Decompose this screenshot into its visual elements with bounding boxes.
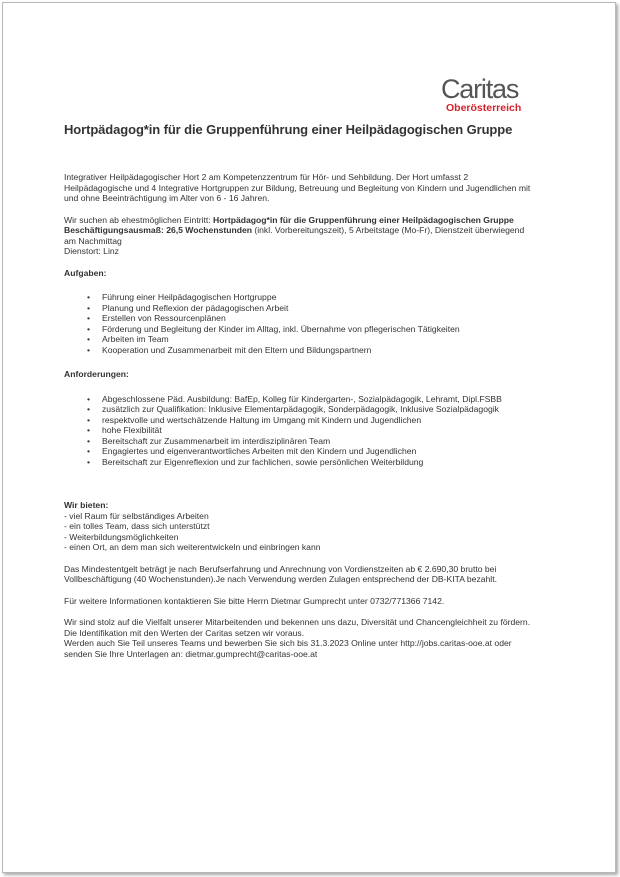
list-item: • Erstellen von Ressourcenplänen xyxy=(64,313,534,324)
list-item: • Engagiertes und eigenverantwortliches Arbeiten mit den Kindern und Jugendlichen xyxy=(64,446,534,457)
location-line: Dienstort: Linz xyxy=(64,246,119,256)
logo-wordmark: Caritas xyxy=(441,74,519,104)
tasks-list xyxy=(64,292,534,355)
requirements-heading: Anforderungen: xyxy=(64,369,129,379)
list-item: • Förderung und Begleitung der Kinder im Alltag, inkl. Übernahme von pflegerischen Tätigkeiten xyxy=(64,324,534,335)
document-page xyxy=(2,2,616,873)
list-item: • Arbeiten im Team xyxy=(64,334,534,345)
offer-item: - viel Raum für selbständiges Arbeiten xyxy=(64,510,209,521)
logo-region: Oberösterreich xyxy=(446,102,522,114)
hours-line xyxy=(64,225,534,246)
contact-paragraph: Für weitere Informationen kontaktieren Sie bitte Herrn Dietmar Gumprecht unter 0732/771366 7142. xyxy=(64,595,445,606)
intro-paragraph: Integrativer Heilpädagogischer Hort 2 am Kompetenzzentrum für Hör- und Sehbildung. Der Hort umfasst 2 Heilpädagogische und 4 Integrative Hortgruppen zur Bildung, Betreuung und Begleitung von Kindern und Jugendlichen mit und ohne Beeinträchtigung im Alter von 6 - 16 Jahren. xyxy=(64,172,531,203)
search-prefix: Wir suchen ab ehestmöglichen Eintritt: xyxy=(64,214,214,225)
tasks-heading: Aufgaben: xyxy=(64,267,107,278)
offer-item: - ein tolles Team, dass sich unterstützt xyxy=(64,521,210,531)
list-item: • Kooperation und Zusammenarbeit mit den Eltern und Bildungspartnern xyxy=(64,345,534,356)
offer-item: - Weiterbildungsmöglichkeiten xyxy=(64,531,179,542)
offer-heading: Wir bieten: xyxy=(64,500,109,510)
list-item: • Führung einer Heilpädagogischen Hortgruppe xyxy=(64,292,534,303)
hours-detail: (inkl. Vorbereitungszeit), 5 Arbeitstage (Mo-Fr), Dienstzeit überwiegend am Nachmittag xyxy=(64,225,525,246)
apply-paragraph: Werden auch Sie Teil unseres Teams und bewerben Sie sich bis 31.3.2023 Online unter http://jobs.caritas-ooe.at oder senden Sie Ihre Unterlagen an: dietmar.gumprecht@caritas-ooe.at xyxy=(64,638,512,659)
diversity-paragraph: Wir sind stolz auf die Vielfalt unserer Mitarbeitenden und bekennen uns dazu, Diversität und Chancengleichheit zu fördern. Die Identifikation mit den Werten der Caritas setzen wir voraus. xyxy=(64,617,531,638)
offer-item: - einen Ort, an dem man sich weiterentwickeln und einbringen kann xyxy=(64,542,321,552)
job-title: Hortpädagog*in für die Gruppenführung einer Heilpädagogischen Gruppe xyxy=(64,122,513,137)
salary-paragraph: Das Mindestentgelt beträgt je nach Berufserfahrung und Anrechnung von Vordienstzeiten ab € 2.690,30 brutto bei Vollbeschäftigung (40 Wochenstunden).Je nach Verwendung werden Zulagen entsprechend der DB-KITA bezahlt. xyxy=(64,563,497,584)
hours-bold: Beschäftigungsausmaß: 26,5 Wochenstunden xyxy=(64,225,252,235)
document-body xyxy=(64,122,534,659)
list-item: • zusätzlich zur Qualifikation: Inklusive Elementarpädagogik, Sonderpädagogik, Inklusive Sozialpädagogik xyxy=(64,404,534,415)
search-position: Hortpädagog*in für die Gruppenführung einer Heilpädagogischen Gruppe xyxy=(213,214,514,225)
list-item: • respektvolle und wertschätzende Haltung im Umgang mit Kindern und Jugendlichen xyxy=(64,415,534,426)
list-item: • hohe Flexibilität xyxy=(64,425,534,436)
list-item: • Bereitschaft zur Eigenreflexion und zur fachlichen, sowie persönlichen Weiterbildung xyxy=(64,457,534,468)
requirements-list xyxy=(64,394,534,468)
list-item: • Abgeschlossene Päd. Ausbildung: BafEp, Kolleg für Kindergarten-, Sozialpädagogik, Lehramt, Dipl.FSBB xyxy=(64,394,534,405)
search-line xyxy=(64,215,534,226)
caritas-logo xyxy=(441,76,561,114)
list-item: • Planung und Reflexion der pädagogischen Arbeit xyxy=(64,303,534,314)
list-item: • Bereitschaft zur Zusammenarbeit im interdisziplinären Team xyxy=(64,436,534,447)
